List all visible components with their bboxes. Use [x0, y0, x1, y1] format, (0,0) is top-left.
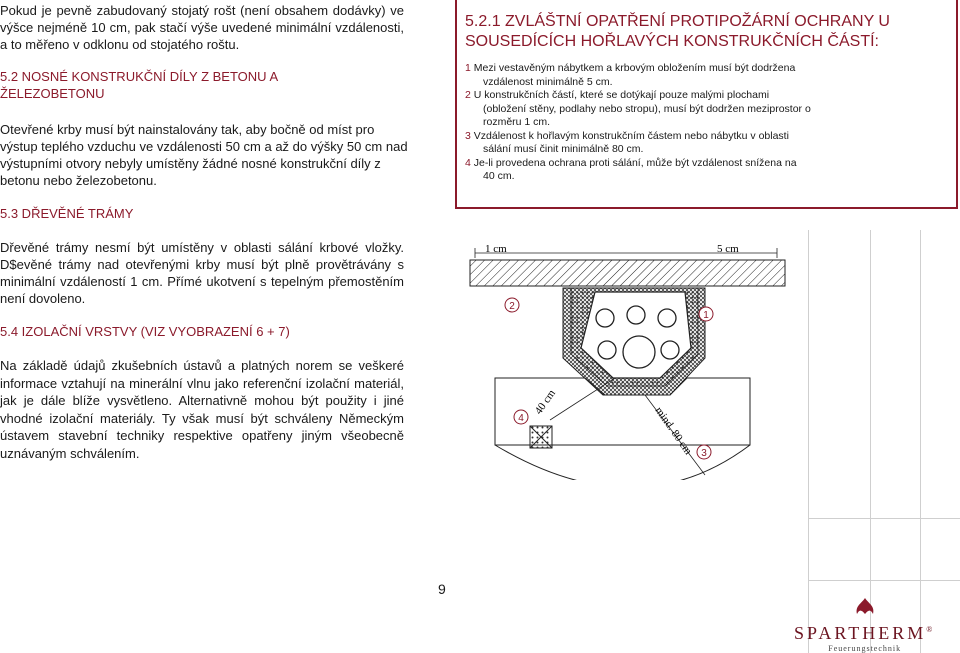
vent-circle	[661, 341, 679, 359]
list-item: 4 Je-li provedena ochrana proti sálání, může být vzdálenost snížena na	[465, 156, 797, 169]
vent-circle	[627, 306, 645, 324]
decor-line	[808, 580, 960, 581]
section-5-4-title: 5.4 IZOLAČNÍ VRSTVY (VIZ VYOBRAZENÍ 6 + 7)	[0, 324, 290, 339]
page-number: 9	[438, 581, 446, 597]
brand-subtitle: Feuerungstechnik	[828, 644, 902, 653]
section-5-3-text: Dřevěné trámy nesmí být umístěny v oblasti sálání krbové vložky. D$evěné trámy nad otevřenými krby musí být plně provětrávány s minimální vzdáleností 1 cm. Přímé ukotvení s tepelným přemostěním není dovoleno.	[0, 240, 404, 306]
section-5-2-title: 5.2 NOSNÉ KONSTRUKČNÍ DÍLY Z BETONU A ŽELEZOBETONU	[0, 69, 278, 101]
ceiling-wall	[470, 260, 785, 286]
marker-2	[505, 298, 519, 312]
flame-icon	[845, 596, 885, 618]
dim-1cm-label: 1 cm	[485, 243, 507, 255]
list-item: 3 Vzdálenost k hořlavým konstrukčním částem nebo nábytku v oblasti	[465, 129, 789, 142]
intro-paragraph: Pokud je pevně zabudovaný stojatý rošt (není obsahem dodávky) ve výšce nejméně 10 cm, pak stačí výše uvedené minimální vzdálenosti, a to měřeno v odklonu od stojatého roštu.	[0, 3, 404, 52]
section-5-3-title: 5.3 DŘEVĚNÉ TRÁMY	[0, 206, 134, 221]
decor-line	[920, 230, 921, 653]
list-item-cont: (obložení stěny, podlahy nebo stropu), musí být dodržen meziprostor o rozměru 1 cm.	[483, 102, 811, 128]
list-item: 1 Mezi vestavěným nábytkem a krbovým obložením musí být dodržena	[465, 62, 796, 74]
marker-3	[697, 445, 711, 459]
box-title: 5.2.1 ZVLÁŠTNÍ OPATŘENÍ PROTIPOŽÁRNÍ OCHRANY U SOUSEDÍCÍCH HOŘLAVÝCH KONSTRUKČNÍCH ČÁSTÍ:	[465, 13, 890, 50]
marker-4	[514, 410, 528, 424]
brand-logo	[794, 596, 935, 653]
section-5-4-text: Na základě údajů zkušebních ústavů a platných norem se veškeré informace vztahují na minerální vlnu jako referenční izolační materiál, jak je dále blíže vysvětleno. Alternativně mohou být použity i jiné vhodné izolační materiály. Ty však musí být schváleny Německým ústavem stavební techniky respektive opatřeny jiným všeobecně uznávaným schválením.	[0, 358, 404, 461]
radiation-arc	[495, 445, 750, 480]
brand-name: SPARTHERM®	[794, 623, 936, 643]
radiation-line	[550, 378, 615, 420]
dim-40cm-label: 40 cm	[532, 387, 559, 417]
svg-text:4: 4	[518, 413, 524, 424]
flue-circle	[623, 336, 655, 368]
list-item-cont: sálání musí činit minimálně 80 cm.	[483, 143, 644, 155]
svg-text:2: 2	[509, 301, 515, 312]
vent-circle	[596, 309, 614, 327]
svg-text:1: 1	[703, 310, 709, 321]
svg-text:3: 3	[701, 448, 707, 459]
list-item-cont: 40 cm.	[483, 170, 515, 182]
decor-line	[808, 230, 809, 653]
dim-5cm-label: 5 cm	[717, 243, 739, 255]
vent-circle	[658, 309, 676, 327]
fire-protection-box	[455, 0, 958, 209]
decor-line	[870, 230, 871, 653]
list-item: 2 U konstrukčních částí, které se dotýkají pouze malými plochami	[465, 89, 770, 101]
marker-1	[699, 307, 713, 321]
box-list	[465, 62, 956, 184]
dimension-marks	[475, 243, 777, 258]
section-5-2-text: Otevřené krby musí být nainstalovány tak, aby bočně od míst pro výstup teplého vzduchu ve vzdálenosti 50 cm a až do výšky 50 cm nad výstupními otvory nebyly umístěny žádné nosné konstrukční díly z betonu nebo železobetonu.	[0, 122, 408, 188]
dim-80cm-label: mind. 80 cm	[652, 404, 695, 458]
decor-line	[808, 518, 960, 519]
vent-circle	[598, 341, 616, 359]
list-item-cont: vzdálenost minimálně 5 cm.	[483, 75, 613, 88]
fireplace-diagram	[455, 230, 805, 480]
